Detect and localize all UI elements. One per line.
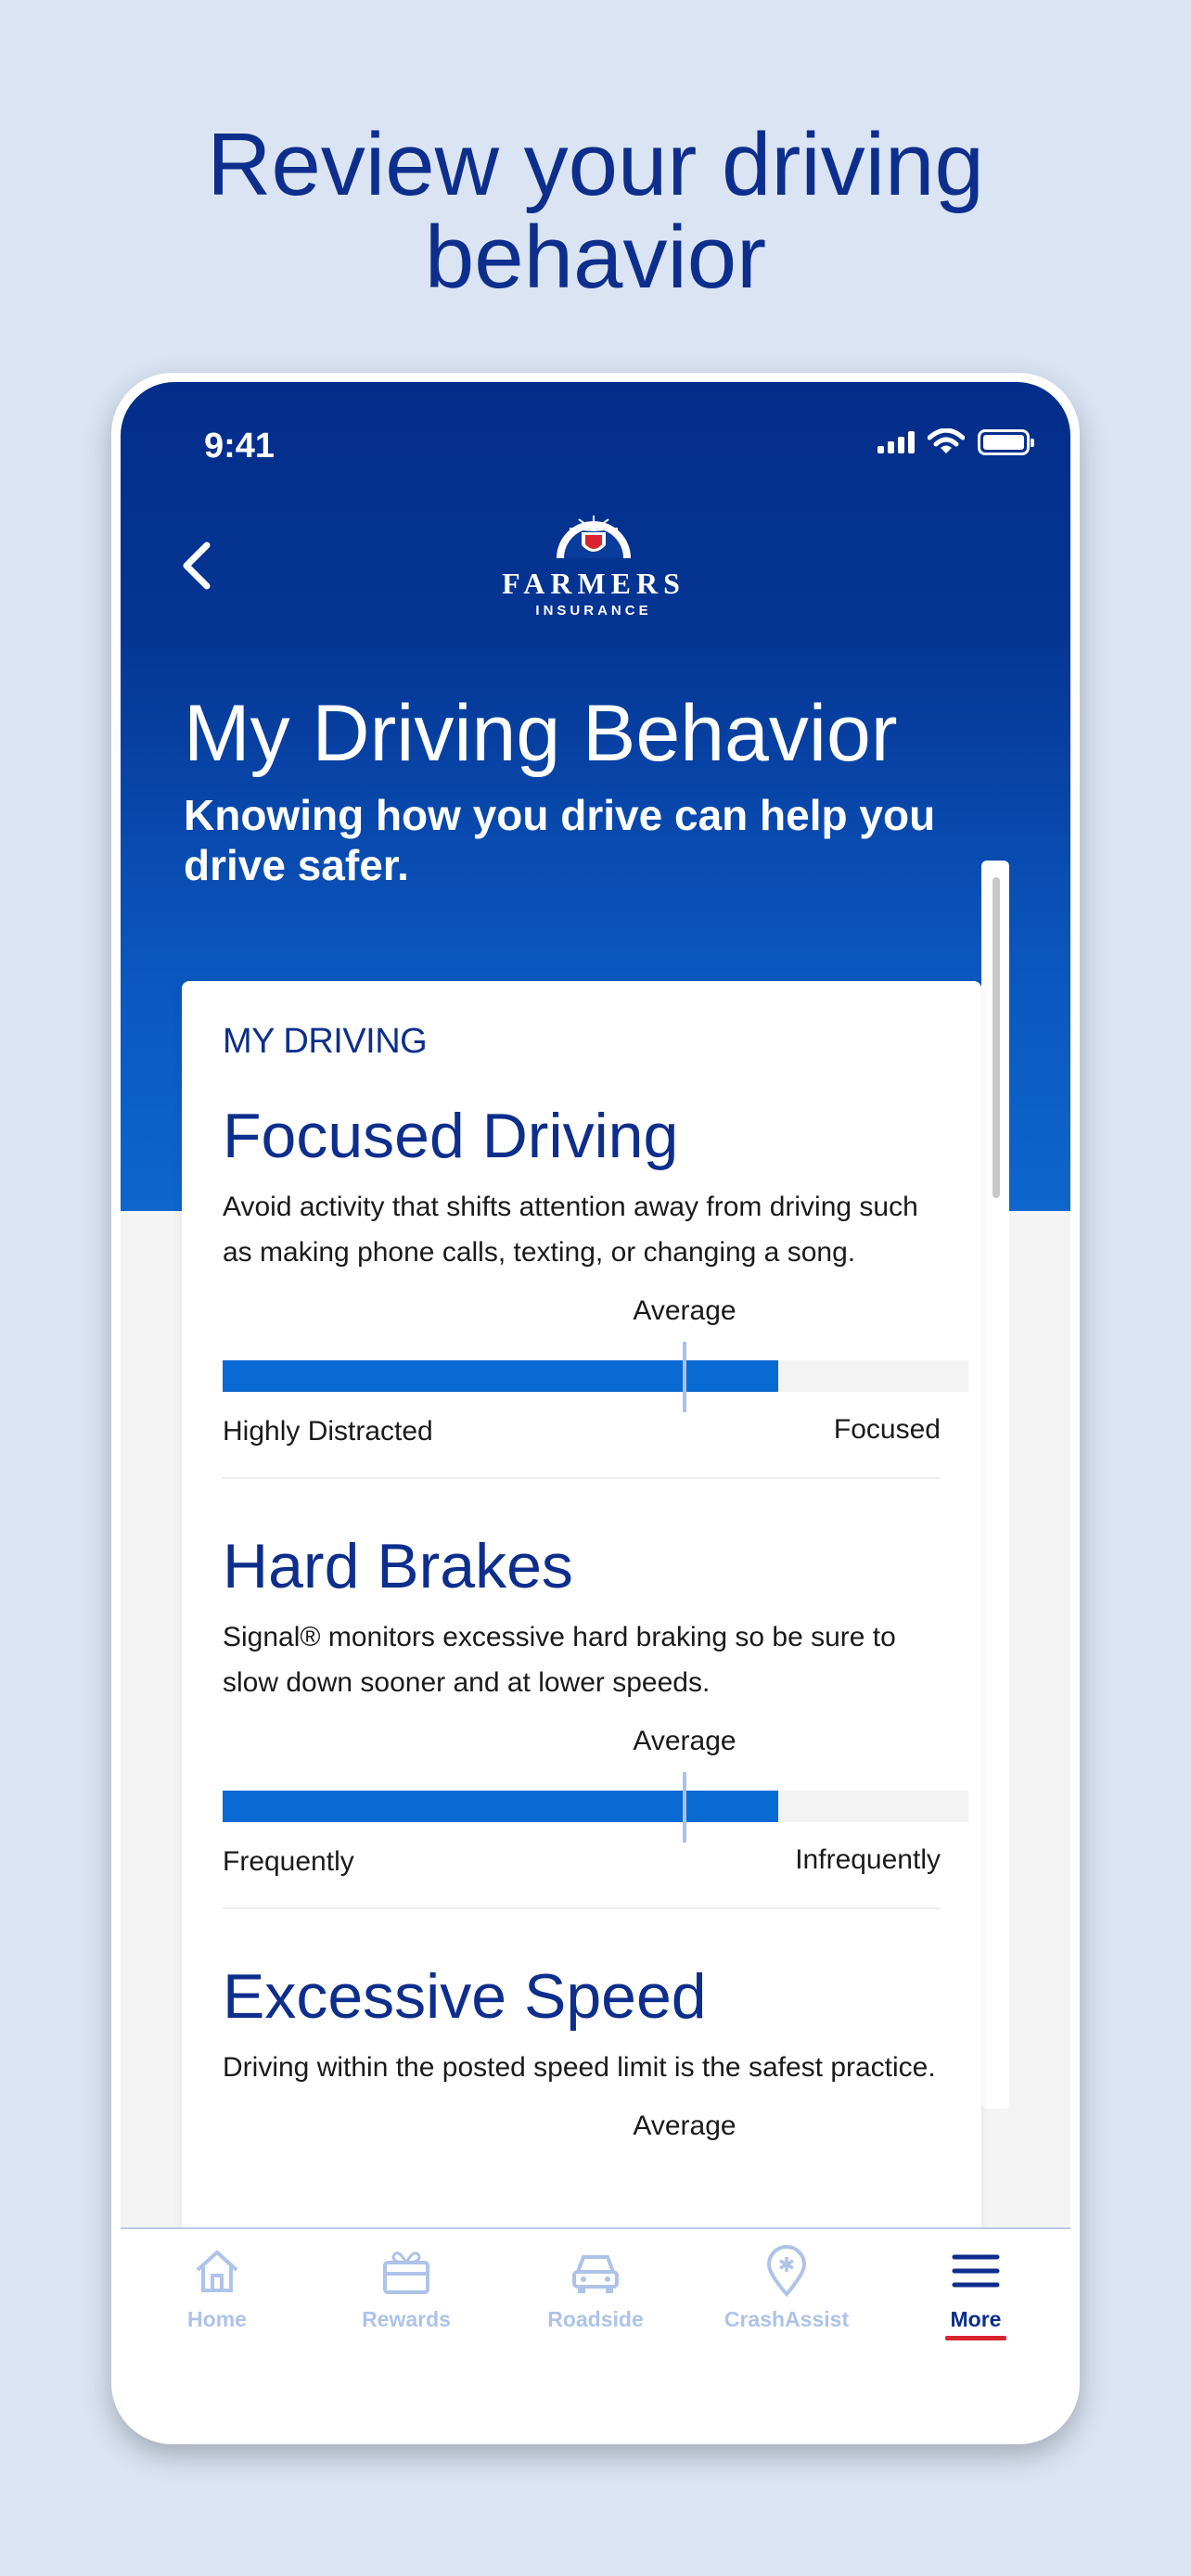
tab-label: Roadside xyxy=(547,2307,644,2331)
bar-fill xyxy=(223,1791,778,1822)
metric-hard-brakes xyxy=(223,1529,941,1909)
bar-track xyxy=(223,1360,968,1392)
tab-more[interactable] xyxy=(902,2244,1050,2340)
scrollbar-thumb[interactable] xyxy=(992,877,1000,1198)
average-marker xyxy=(683,1772,686,1843)
tab-rewards[interactable] xyxy=(332,2244,480,2332)
page-subtitle: Knowing how you drive can help you drive safer. xyxy=(184,791,936,889)
page-title: My Driving Behavior xyxy=(184,689,898,778)
farmers-shield-icon xyxy=(551,512,636,560)
menu-icon xyxy=(949,2244,1003,2298)
promo-title-line2: behavior xyxy=(424,208,767,307)
score-bar xyxy=(223,1726,941,1877)
active-tab-underline xyxy=(945,2336,1006,2340)
logo-wordmark: FARMERS xyxy=(502,567,685,600)
app-screen xyxy=(121,382,1070,2435)
tab-label: More xyxy=(950,2307,1002,2331)
bar-low-label: Frequently xyxy=(223,1846,354,1877)
tab-roadside[interactable] xyxy=(521,2244,670,2332)
tab-home[interactable] xyxy=(143,2244,291,2332)
tab-label: CrashAssist xyxy=(724,2307,850,2331)
metric-focused-driving xyxy=(223,1099,941,1479)
average-marker xyxy=(683,1342,686,1412)
bar-low-label: Highly Distracted xyxy=(223,1416,433,1447)
tab-label: Rewards xyxy=(362,2307,451,2331)
bar-high-label: Focused xyxy=(833,1414,941,1445)
score-bar xyxy=(223,1295,941,1447)
average-label: Average xyxy=(633,1295,736,1326)
promo-title xyxy=(0,115,1191,307)
average-label: Average xyxy=(633,2111,736,2141)
phone-frame xyxy=(111,373,1080,2444)
back-button[interactable] xyxy=(169,538,224,593)
my-driving-card xyxy=(182,981,981,2279)
car-icon xyxy=(569,2244,622,2298)
bottom-tab-bar xyxy=(121,2227,1070,2435)
wifi-icon xyxy=(928,428,965,456)
bar-fill xyxy=(223,1360,778,1392)
location-pin-icon xyxy=(760,2244,813,2298)
bar-track xyxy=(223,1791,968,1822)
promo-title-line1: Review your driving xyxy=(207,115,984,214)
chevron-left-icon xyxy=(179,540,214,592)
cellular-signal-icon xyxy=(877,431,915,453)
metric-title: Hard Brakes xyxy=(223,1531,573,1601)
bar-high-label: Infrequently xyxy=(795,1844,941,1875)
status-icons xyxy=(877,428,1030,456)
tab-crashassist[interactable] xyxy=(712,2244,861,2332)
average-label: Average xyxy=(633,1726,736,1756)
home-icon xyxy=(190,2244,244,2298)
card-label: MY DRIVING xyxy=(223,1022,428,1061)
metric-title: Excessive Speed xyxy=(223,1961,707,2032)
metric-description: Driving within the posted speed limit is the safest practice. xyxy=(223,2052,936,2083)
tab-label: Home xyxy=(187,2307,247,2331)
status-time: 9:41 xyxy=(204,427,275,465)
logo-subtext: INSURANCE xyxy=(535,603,652,618)
metric-description: Signal® monitors excessive hard braking so be sure to slow down sooner and at lower speeds. xyxy=(223,1622,896,1698)
svg-text:✱: ✱ xyxy=(777,2254,796,2277)
farmers-logo xyxy=(501,512,686,623)
metric-description: Avoid activity that shifts attention away from driving such as making phone calls, texting, or changing a song. xyxy=(223,1192,918,1268)
battery-icon xyxy=(978,429,1030,455)
metric-title: Focused Driving xyxy=(223,1101,679,1171)
gift-icon xyxy=(379,2244,433,2298)
